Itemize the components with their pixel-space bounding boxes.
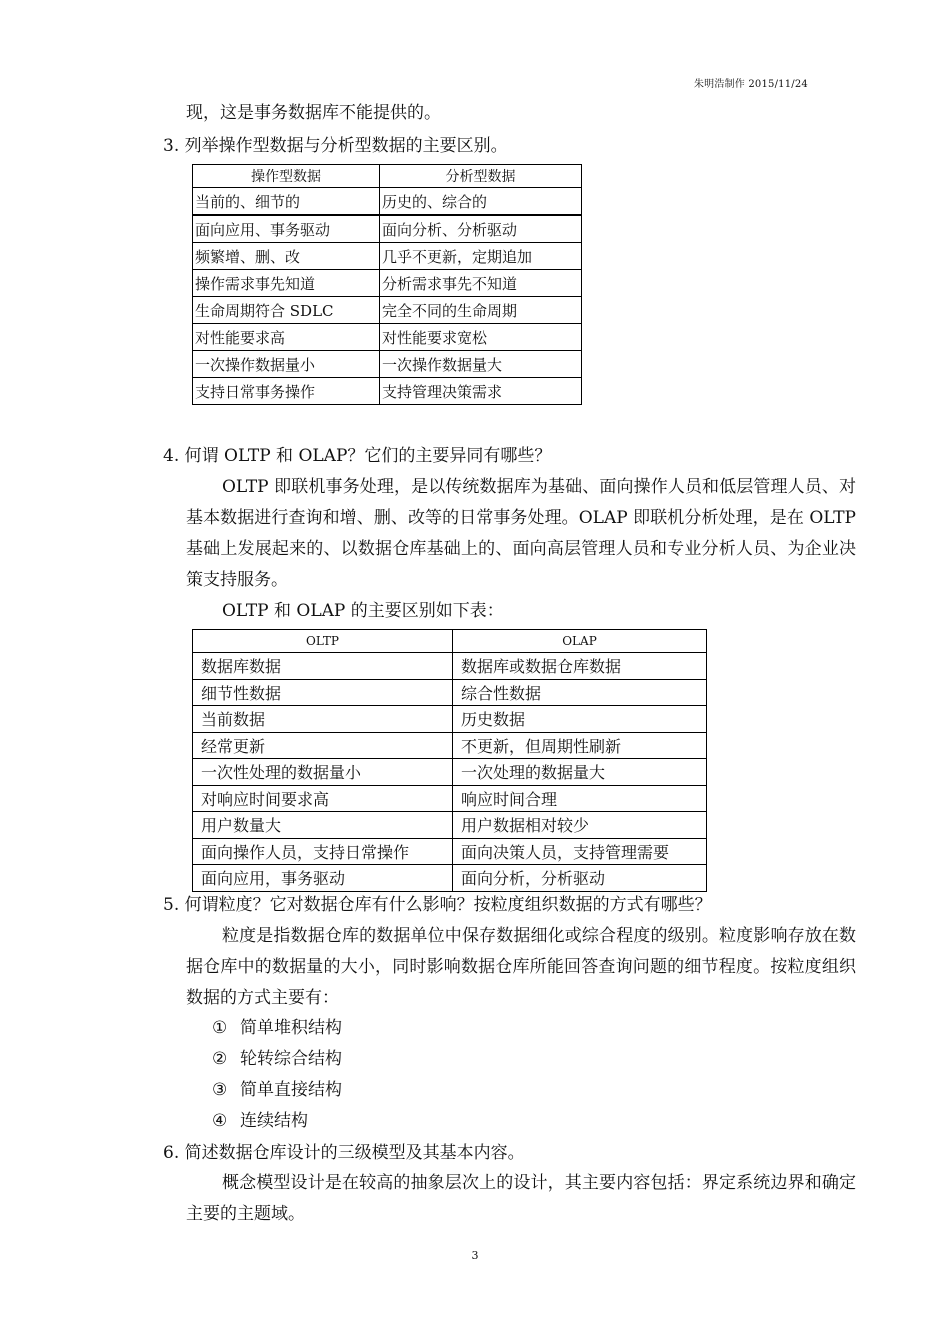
oltp-olap-table xyxy=(192,629,707,892)
table-cell: 对响应时间要求高 xyxy=(193,785,453,812)
table-cell: 分析需求事先不知道 xyxy=(380,270,582,297)
table-cell: 用户数量大 xyxy=(193,812,453,839)
page-number: 3 xyxy=(471,1249,479,1262)
table-cell: 用户数据相对较少 xyxy=(453,812,707,839)
table-header-cell: 分析型数据 xyxy=(380,165,582,188)
table-cell: 一次操作数据量大 xyxy=(380,351,582,378)
table-cell: 响应时间合理 xyxy=(453,785,707,812)
list-item xyxy=(212,1106,308,1136)
intro-tail-text: 现，这是事务数据库不能提供的。 xyxy=(186,103,441,123)
list-item-text: 连续结构 xyxy=(240,1111,308,1131)
table-row xyxy=(193,243,582,270)
table-cell: 当前的、细节的 xyxy=(193,188,380,216)
table-header-cell: OLAP xyxy=(453,630,707,653)
table-row xyxy=(193,270,582,297)
list-item-marker: ① xyxy=(212,1018,228,1038)
table-header-cell: OLTP xyxy=(193,630,453,653)
table-cell: 当前数据 xyxy=(193,706,453,733)
table-cell: 面向应用，事务驱动 xyxy=(193,865,453,892)
table-row xyxy=(193,706,707,733)
q4-paragraph-text: OLTP 即联机事务处理，是以传统数据库为基础、面向操作人员和低层管理人员、对基本数据进行查询和增、删、改等的日常事务处理。OLAP 即联机分析处理，是在 OLTP 基础上发展起来的、以数据仓库基础上的、面向高层管理人员和专业分析人员、为企业决策支持服务。 xyxy=(186,477,856,590)
table-header-cell: 操作型数据 xyxy=(193,165,380,188)
table-cell: 频繁增、删、改 xyxy=(193,243,380,270)
q6-paragraph xyxy=(186,1168,856,1230)
table-header-row xyxy=(193,165,582,188)
table-cell: 经常更新 xyxy=(193,732,453,759)
table-header-row xyxy=(193,630,707,653)
list-item xyxy=(212,1044,342,1074)
table-cell: 细节性数据 xyxy=(193,679,453,706)
table-row xyxy=(193,732,707,759)
list-item-marker: ④ xyxy=(212,1111,228,1131)
table-cell: 一次操作数据量小 xyxy=(193,351,380,378)
table-row xyxy=(193,785,707,812)
list-item xyxy=(212,1013,342,1043)
table-row xyxy=(193,351,582,378)
q4-title: 4. 何谓 OLTP 和 OLAP？它们的主要异同有哪些？ xyxy=(163,446,552,466)
q6-title: 6. 简述数据仓库设计的三级模型及其基本内容。 xyxy=(163,1143,525,1163)
table-row xyxy=(193,378,582,405)
table-cell: 数据库或数据仓库数据 xyxy=(453,653,707,680)
table-row xyxy=(193,324,582,351)
table-row xyxy=(193,653,707,680)
list-item-text: 简单堆积结构 xyxy=(240,1018,342,1038)
table-row xyxy=(193,865,707,892)
table-cell: 对性能要求高 xyxy=(193,324,380,351)
page-header: 朱明浩制作 2015/11/24 xyxy=(693,79,808,90)
table-row xyxy=(193,679,707,706)
list-item-text: 轮转综合结构 xyxy=(240,1049,342,1069)
table-cell: 数据库数据 xyxy=(193,653,453,680)
q5-paragraph xyxy=(186,921,856,1014)
table-cell: 面向决策人员，支持管理需要 xyxy=(453,838,707,865)
table-cell: 操作需求事先知道 xyxy=(193,270,380,297)
q6-paragraph-text: 概念模型设计是在较高的抽象层次上的设计，其主要内容包括：界定系统边界和确定主要的主题域。 xyxy=(186,1173,856,1224)
table-cell: 历史的、综合的 xyxy=(380,188,582,216)
list-item xyxy=(212,1075,342,1105)
q3-title: 3. 列举操作型数据与分析型数据的主要区别。 xyxy=(163,136,508,156)
table-cell: 几乎不更新，定期追加 xyxy=(380,243,582,270)
table-cell: 历史数据 xyxy=(453,706,707,733)
q5-paragraph-text: 粒度是指数据仓库的数据单位中保存数据细化或综合程度的级别。粒度影响存放在数据仓库中的数据量的大小，同时影响数据仓库所能回答查询问题的细节程度。按粒度组织数据的方式主要有： xyxy=(186,926,856,1008)
table-row xyxy=(193,838,707,865)
q4-paragraph xyxy=(186,472,856,596)
q4-table-intro: OLTP 和 OLAP 的主要区别如下表： xyxy=(222,601,504,621)
table-cell: 不更新，但周期性刷新 xyxy=(453,732,707,759)
table-cell: 面向分析，分析驱动 xyxy=(453,865,707,892)
table-row xyxy=(193,188,582,216)
table-row xyxy=(193,297,582,324)
table-row xyxy=(193,812,707,839)
table-cell: 面向分析、分析驱动 xyxy=(380,215,582,243)
list-item-marker: ③ xyxy=(212,1080,228,1100)
q3-comparison-table xyxy=(192,164,582,405)
table-row xyxy=(193,759,707,786)
q5-title: 5. 何谓粒度？它对数据仓库有什么影响？按粒度组织数据的方式有哪些？ xyxy=(163,895,712,915)
table-cell: 完全不同的生命周期 xyxy=(380,297,582,324)
table-cell: 支持日常事务操作 xyxy=(193,378,380,405)
table-cell: 一次处理的数据量大 xyxy=(453,759,707,786)
table-row xyxy=(193,215,582,243)
table-cell: 对性能要求宽松 xyxy=(380,324,582,351)
list-item-marker: ② xyxy=(212,1049,228,1069)
list-item-text: 简单直接结构 xyxy=(240,1080,342,1100)
table-cell: 面向操作人员，支持日常操作 xyxy=(193,838,453,865)
table-cell: 生命周期符合 SDLC xyxy=(193,297,380,324)
table-cell: 综合性数据 xyxy=(453,679,707,706)
table-cell: 一次性处理的数据量小 xyxy=(193,759,453,786)
table-cell: 面向应用、事务驱动 xyxy=(193,215,380,243)
table-cell: 支持管理决策需求 xyxy=(380,378,582,405)
